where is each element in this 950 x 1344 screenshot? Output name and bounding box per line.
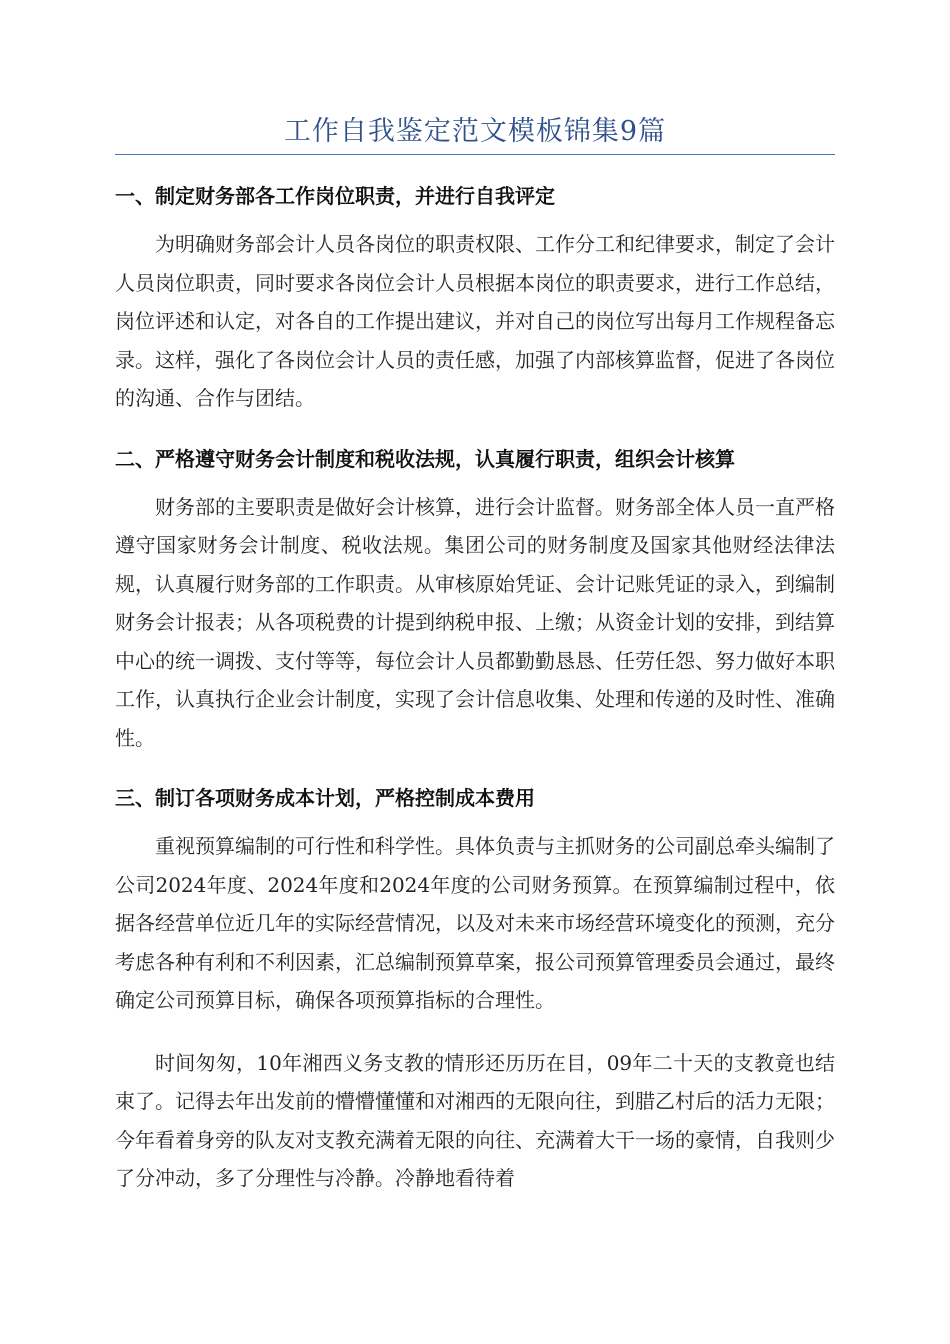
section-heading-2: 二、严格遵守财务会计制度和税收法规，认真履行职责，组织会计核算 [115,446,735,471]
section-heading-1: 一、制定财务部各工作岗位职责，并进行自我评定 [115,184,555,208]
title-underline [115,154,835,155]
section-paragraph-1: 为明确财务部会计人员各岗位的职责权限、工作分工和纪律要求，制定了会计人员岗位职责，同时要求各岗位会计人员根据本岗位的职责要求，进行工作总结，岗位评述和认定，对各自的工作提出建议，并对自己的岗位写出每月工作规程备忘录。这样，强化了各岗位会计人员的责任感，加强了内部核算监督，促进了各岗位的沟通、合作与团结。 [115,232,835,410]
section-paragraph-2: 财务部的主要职责是做好会计核算，进行会计监督。财务部全体人员一直严格遵守国家财务会计制度、税收法规。集团公司的财务制度及国家其他财经法律法规，认真履行财务部的工作职责。从审核原始凭证、会计记账凭证的录入，到编制财务会计报表；从各项税费的计提到纳税申报、上缴；从资金计划的安排，到结算中心的统一调拨、支付等等，每位会计人员都勤勤恳恳、任劳任怨、努力做好本职工作，认真执行企业会计制度，实现了会计信息收集、处理和传递的及时性、准确性。 [115,494,835,750]
section-paragraph-3: 重视预算编制的可行性和科学性。具体负责与主抓财务的公司副总牵头编制了公司2024年度、2024年度和2024年度的公司财务预算。在预算编制过程中，依据各经营单位近几年的实际经营情况，以及对未来市场经营环境变化的预测，充分考虑各种有利和不利因素，汇总编制预算草案，报公司预算管理委员会通过，最终确定公司预算目标，确保各项预算指标的合理性。 [115,834,835,1012]
document-page [115,0,835,1198]
section-heading-3: 三、制订各项财务成本计划，严格控制成本费用 [115,786,535,810]
document-title: 工作自我鉴定范文模板锦集9篇 [283,116,667,147]
closing-paragraph: 时间匆匆，10年湘西义务支教的情形还历历在目，09年二十天的支教竟也结束了。记得去年出发前的懵懵懂懂和对湘西的无限向往，到腊乙村后的活力无限；今年看着身旁的队友对支教充满着无限的向往、充满着大干一场的豪情，自我则少了分冲动，多了分理性与冷静。冷静地看待着 [115,1050,835,1190]
